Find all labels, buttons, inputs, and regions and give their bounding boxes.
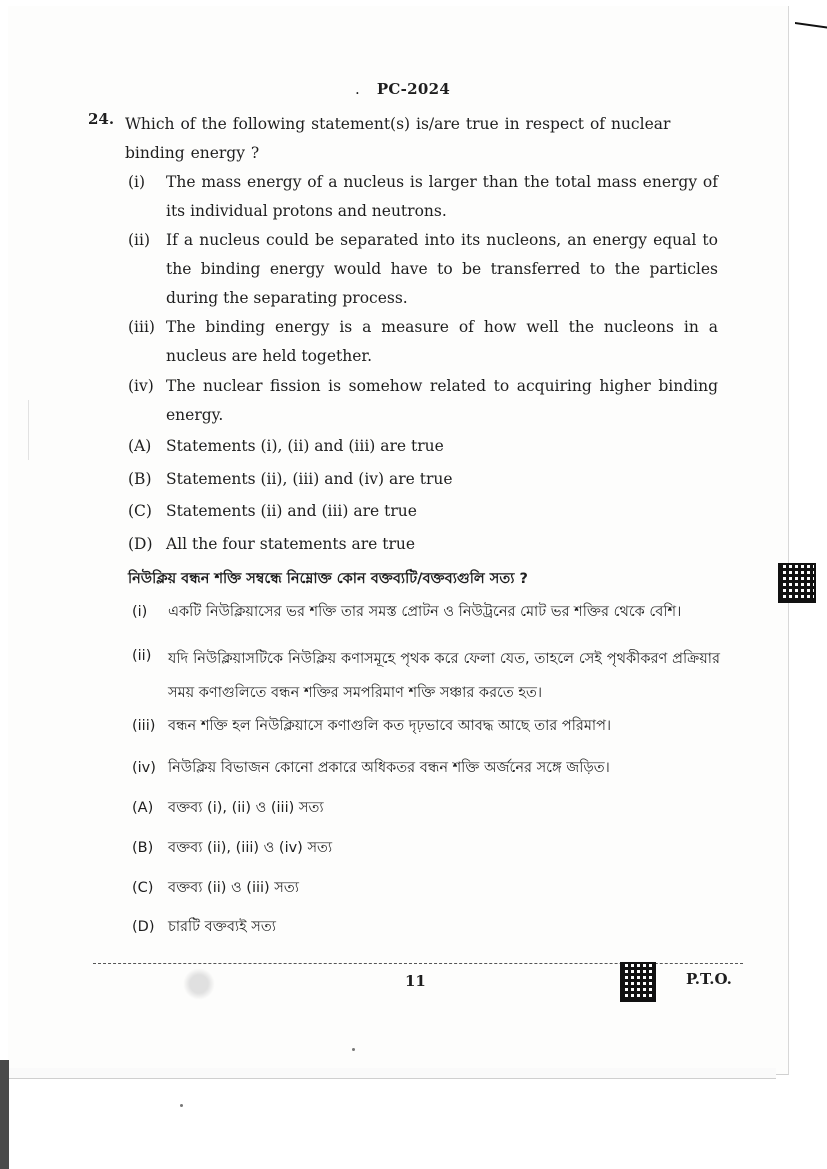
option-text: বক্তব্য (ii), (iii) ও (iv) সত্য [168,840,333,856]
qr-code-icon [778,563,816,603]
option-marker: (C) [132,880,154,896]
fold-mark [8,400,29,460]
statement-marker: (i) [132,604,148,620]
option-marker: (A) [128,437,152,455]
statement-text: বন্ধন শক্তি হল নিউক্লিয়াসে কণাগুলি কত দৃঢ়ভাবে আবদ্ধ আছে তার পরিমাপ। [168,718,612,734]
statement-text: একটি নিউক্লিয়াসের ভর শক্তি তার সমস্ত প্রোটন ও নিউট্রনের মোট ভর শক্তির থেকে বেশি। [168,604,682,620]
statement-marker: (iii) [128,318,155,336]
option-marker: (B) [132,840,154,856]
option-marker: (C) [128,502,152,520]
scan-edge-line [795,0,827,28]
scan-speck [352,1048,355,1051]
scan-speck [180,1104,183,1107]
footer-qr-code-icon [620,962,656,1002]
bengali-question-stem: নিউক্লিয় বন্ধন শক্তি সম্বন্ধে নিম্নোক্ত কোন বক্তব্যটি/বক্তব্যগুলি সত্য ? [128,571,528,587]
page-number: 11 [405,972,426,990]
statement-marker: (iii) [132,718,156,734]
option-text: বক্তব্য (ii) ও (iii) সত্য [168,880,299,896]
statement-marker: (iv) [132,760,156,776]
scan-shadow [0,1060,9,1169]
option-marker: (D) [132,919,155,935]
option-marker: (D) [128,535,153,553]
header-dot: . [355,80,361,98]
question-stem: Which of the following statement(s) is/are true in respect of nuclear binding energy ? [125,115,671,162]
option-marker: (A) [132,800,154,816]
statement-marker: (iv) [128,377,154,395]
option-text: চারটি বক্তব্যই সত্য [168,919,276,935]
statement-marker: (ii) [128,231,151,249]
scan-smudge [183,968,215,1000]
option-text: All the four statements are true [166,535,416,553]
option-text: Statements (i), (ii) and (iii) are true [166,437,444,455]
statement-text: The binding energy is a measure of how well the nucleons in a nucleus are held together. [166,318,718,365]
page-edge [8,1068,776,1079]
option-text: Statements (ii) and (iii) are true [166,502,417,520]
statement-marker: (ii) [132,648,152,664]
paper-code: PC-2024 [376,80,451,98]
statement-text: The mass energy of a nucleus is larger than the total mass energy of its individual protons and neutrons. [166,173,718,220]
question-number: 24. [88,110,115,128]
statement-marker: (i) [128,173,146,191]
option-text: বক্তব্য (i), (ii) ও (iii) সত্য [168,800,324,816]
pto-label: P.T.O. [686,970,732,988]
page-header [0,80,827,98]
statement-text: If a nucleus could be separated into its nucleons, an energy equal to the binding energy would have to be transferred to the particles during the separating process. [166,231,718,307]
option-marker: (B) [128,470,152,488]
statement-text: যদি নিউক্লিয়াসটিকে নিউক্লিয় কণাসমূহে পৃথক করে ফেলা যেত, তাহলে সেই পৃথকীকরণ প্রক্রিয়ার সময় কণাগুলিতে বন্ধন শক্তির সমপরিমাণ শক্তি সঞ্চার করতে হত। [168,651,720,701]
option-text: Statements (ii), (iii) and (iv) are true [166,470,453,488]
statement-text: নিউক্লিয় বিভাজন কোনো প্রকারে অধিকতর বন্ধন শক্তি অর্জনের সঙ্গে জড়িত। [168,760,610,776]
statement-text: The nuclear fission is somehow related to acquiring higher binding energy. [166,377,718,424]
